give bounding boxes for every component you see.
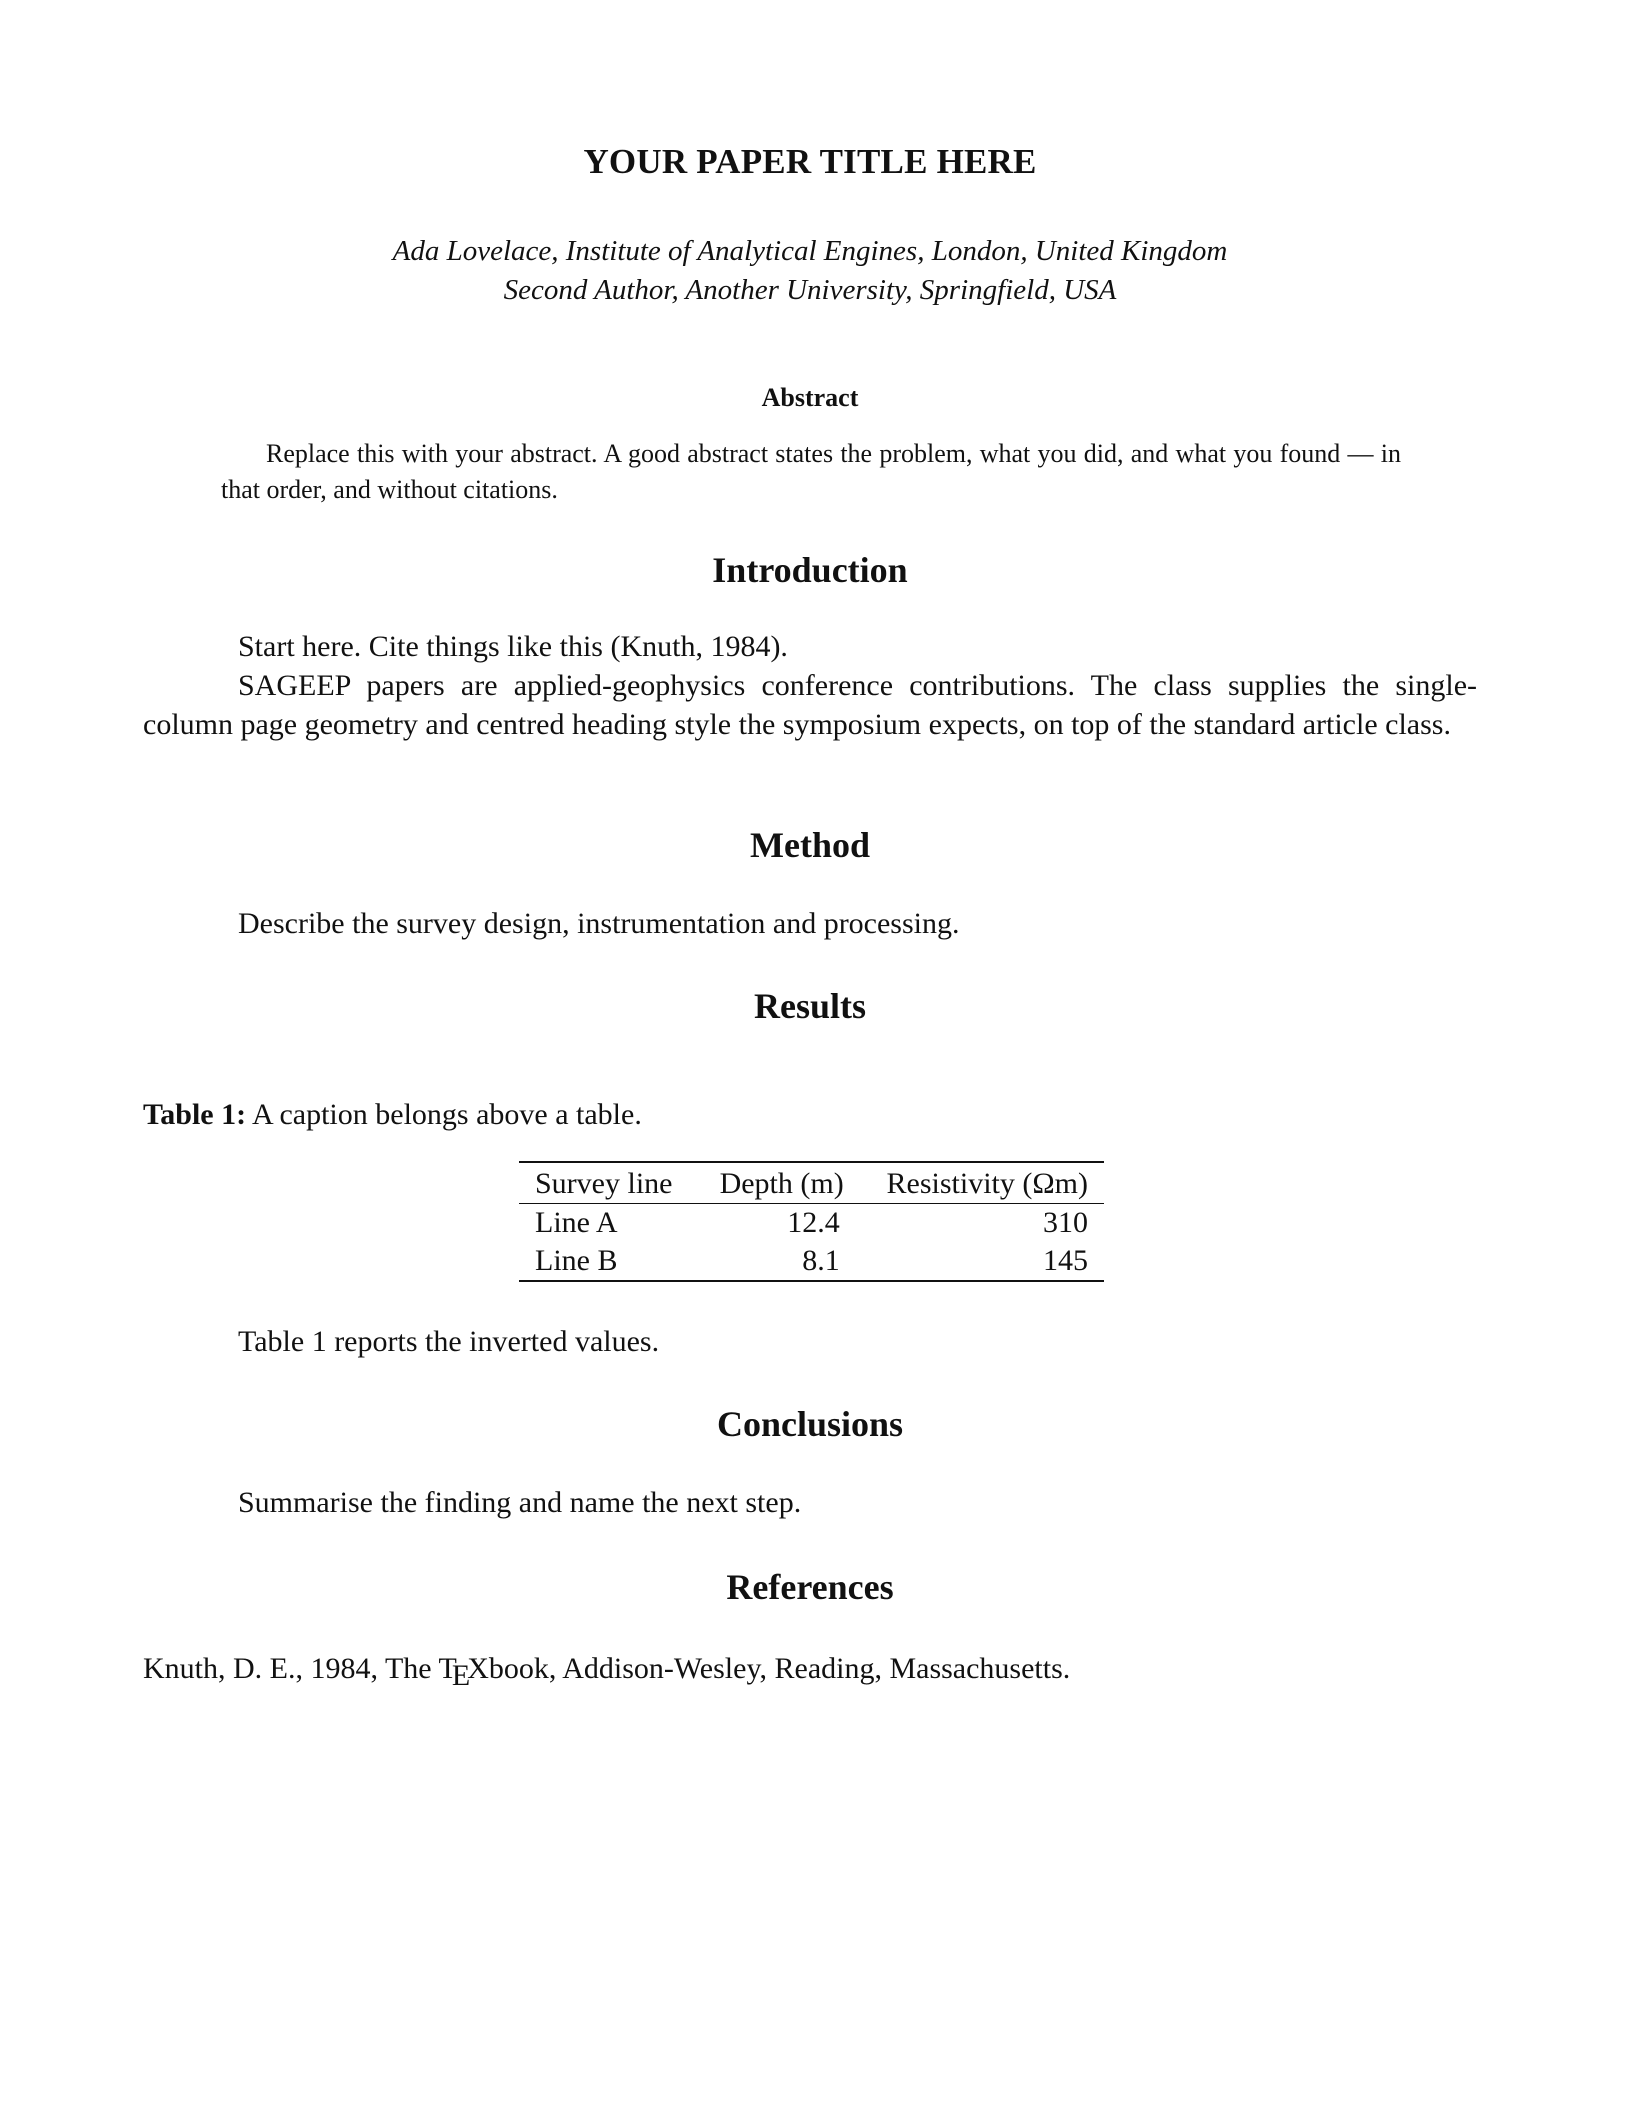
introduction-paragraph-1-text: Start here. Cite things like this (Knuth, 1984). [238,630,788,663]
table-row [519,1204,1104,1243]
method-heading: Method [750,825,870,865]
introduction-paragraph-2: SAGEEP papers are applied-geophysics conference contributions. The class supplies the single-column page geometry and centred heading style the symposium expects, on top of the standard article class. [143,669,1477,741]
abstract-text: Replace this with your abstract. A good abstract states the problem, what you did, and what you found — in that order, and without citations. [221,439,1401,504]
table-cell-survey-line: Line B [535,1244,618,1277]
abstract-heading: Abstract [761,383,859,412]
results-paragraph-1: Table 1 reports the inverted values. [238,1325,660,1358]
table-cell-depth: 8.1 [802,1244,840,1277]
table-cell-resistivity: 145 [1043,1244,1088,1277]
table-caption-text: A caption belongs above a table. [251,1098,642,1131]
table-cell-resistivity: 310 [1043,1206,1088,1239]
introduction-heading: Introduction [712,550,908,590]
tex-logo [438,1652,489,1692]
author-block [143,232,1477,310]
conclusions-paragraph-1: Summarise the finding and name the next step. [238,1486,802,1519]
table-cell-survey-line: Line A [535,1206,618,1239]
reference-item [143,1652,1071,1692]
reference-suffix: book, Addison-Wesley, Reading, Massachusetts. [488,1652,1071,1685]
results-table [519,1161,1104,1282]
method-paragraph-1: Describe the survey design, instrumentation and processing. [238,907,960,940]
table-caption-label: Table 1: [143,1098,247,1131]
author-line-1: Ada Lovelace, Institute of Analytical Engines, London, United Kingdom [392,235,1228,267]
conclusions-heading: Conclusions [716,1404,904,1444]
introduction-paragraph-1 [143,627,1477,666]
paper-title: YOUR PAPER TITLE HERE [583,142,1037,181]
author-line-2: Second Author, Another University, Springfield, USA [503,274,1117,306]
table-caption [143,1098,642,1132]
table-header-depth: Depth (m) [696,1162,859,1204]
table-header-survey-line: Survey line [519,1162,696,1204]
tex-logo-t: T [438,1652,457,1685]
reference-prefix: Knuth, D. E., 1984, The [143,1652,439,1685]
tex-logo-e: E [451,1659,471,1692]
table-cell-depth: 12.4 [787,1206,840,1239]
table-row [519,1242,1104,1281]
results-heading: Results [753,986,866,1026]
references-heading: References [726,1567,894,1607]
table-header-resistivity: Resistivity (Ωm) [860,1162,1104,1204]
paper-page [143,0,1477,2112]
table-header-row [519,1162,1104,1204]
tex-logo-x: X [467,1652,489,1685]
